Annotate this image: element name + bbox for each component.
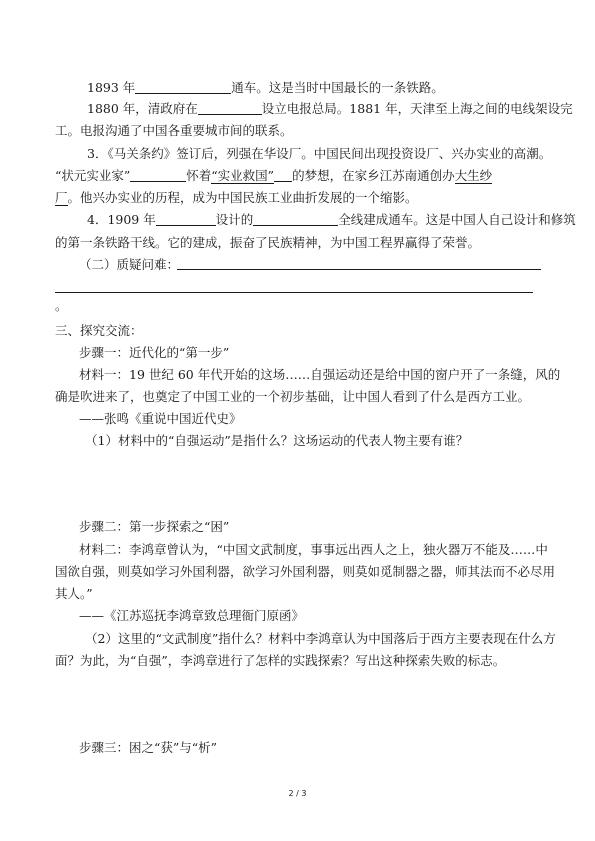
question: （1）材料中的“自强运动”是指什么？这场运动的代表人物主要有谁？ xyxy=(85,433,469,448)
text-line: 3．《马关条约》签订后，列强在华设厂。中国民间出现投资设厂、兴办实业的高潮。 xyxy=(87,146,552,161)
text-run: 全线建成通车。这是中国人自己设计和修筑 xyxy=(338,212,576,227)
text-run: 1880 年，清政府在 xyxy=(87,101,198,116)
text-run: 4．1909 年 xyxy=(87,212,156,227)
text-run: 的梦想，在家乡江苏南通创办 xyxy=(292,168,455,183)
material-source: ——《江苏巡抚李鸿章致总理衙门原函》 xyxy=(79,608,305,623)
step-heading: 步骤三：困之“获”与“析” xyxy=(79,740,218,755)
question: （2）这里的“文武制度”指什么？材料中李鸿章认为中国落后于西方主要表现在什么方 xyxy=(85,631,556,646)
material-line: 材料一：19 世纪 60 年代开始的这场……自强运动还是给中国的窗户开了一条缝，风的 xyxy=(79,367,561,382)
text-line xyxy=(87,80,444,96)
section-heading: 三、探究交流： xyxy=(55,323,143,338)
text-run: 设计的 xyxy=(215,212,254,227)
answer-line xyxy=(55,292,533,293)
underlined-answer: “实业救国” xyxy=(211,168,275,183)
underlined-answer: 厂 xyxy=(55,190,68,205)
material-line: 国欲自强，则莫如学习外国利器，欲学习外国利器，则莫如觅制器之器，师其法而不必尽用 xyxy=(55,564,556,579)
material-line: 其人。” xyxy=(55,586,93,601)
blank-underline xyxy=(130,169,186,182)
text-run: 。他兴办实业的历程，成为中国民族工业曲折发展的一个缩影。 xyxy=(67,190,418,205)
text-line: 工。电报沟通了中国各重要城市间的联系。 xyxy=(55,123,293,138)
text-run: 设立电报总局。1881 年，天津至上海之间的电线架设完 xyxy=(261,101,573,116)
blank-underline xyxy=(274,169,292,182)
text-line xyxy=(55,168,492,184)
answer-line xyxy=(177,269,541,270)
text-run: 1893 年 xyxy=(87,80,136,95)
text-line: 的第一条铁路干线。它的建成，振奋了民族精神，为中国工程界赢得了荣誉。 xyxy=(55,235,481,250)
blank-underline xyxy=(156,213,216,226)
text-run: 怀着 xyxy=(186,168,212,183)
text-line: 。 xyxy=(55,298,68,313)
text-line xyxy=(87,101,573,117)
step-heading: 步骤二：第一步探索之“困” xyxy=(79,519,230,534)
material-line: 材料二：李鸿章曾认为，“中国文武制度，事事远出西人之上，独火器万不能及……中 xyxy=(79,542,548,557)
material-line: 确是吹进来了，也奠定了中国工业的一个初步基础，让中国人看到了什么是西方工业。 xyxy=(55,389,531,404)
blank-underline xyxy=(253,213,338,226)
question-heading: （二）质疑问难： xyxy=(79,257,180,272)
blank-underline xyxy=(135,81,231,94)
underlined-answer: 大生纱 xyxy=(454,168,493,183)
question: 面？为此，为“自强”，李鸿章进行了怎样的实践探索？写出这种探索失败的标志。 xyxy=(55,653,506,668)
material-source: ——张鸣《重说中国近代史》 xyxy=(79,411,242,426)
step-heading: 步骤一：近代化的“第一步” xyxy=(79,345,230,360)
text-run: “状元实业家” xyxy=(55,168,131,183)
blank-underline xyxy=(198,102,262,115)
text-line xyxy=(87,212,576,228)
text-run: 通车。这是当时中国最长的一条铁路。 xyxy=(231,80,444,95)
text-line xyxy=(55,190,418,206)
page-number: 2 / 3 xyxy=(288,789,307,798)
